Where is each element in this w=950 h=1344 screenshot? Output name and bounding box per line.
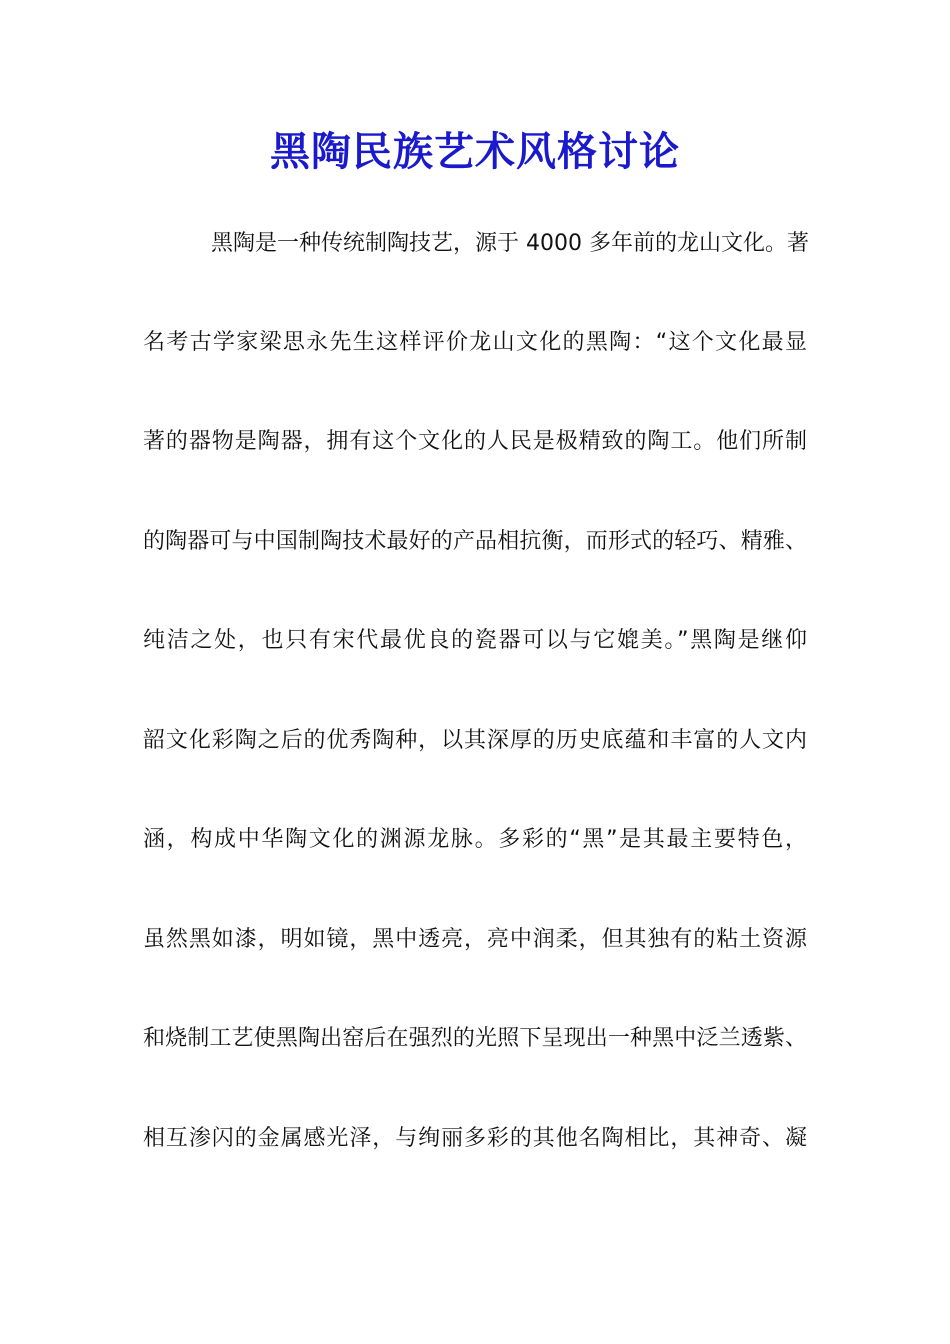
paragraph-line: 黑陶是一种传统制陶技艺，源于 4000 多年前的龙山文化。著 [211,231,809,256]
document-title: 黑陶民族艺术风格讨论 [270,128,680,175]
paragraph-line: 相互渗闪的金属感光泽，与绚丽多彩的其他名陶相比，其神奇、凝 [143,1126,807,1151]
paragraph-line: 名考古学家梁思永先生这样评价龙山文化的黑陶：“这个文化最显 [143,330,807,355]
paragraph-line: 纯洁之处，也只有宋代最优良的瓷器可以与它媲美。”黑陶是继仰 [143,628,807,653]
paragraph-line: 和烧制工艺使黑陶出窑后在强烈的光照下呈现出一种黑中泛兰透紫、 [143,1026,807,1051]
paragraph-line: 的陶器可与中国制陶技术最好的产品相抗衡，而形式的轻巧、精雅、 [143,529,807,554]
paragraph-line: 涵，构成中华陶文化的渊源龙脉。多彩的“黑”是其最主要特色， [143,827,807,852]
paragraph-line: 著的器物是陶器，拥有这个文化的人民是极精致的陶工。他们所制 [143,429,807,454]
paragraph-line: 虽然黑如漆，明如镜，黑中透亮，亮中润柔，但其独有的粘土资源 [143,927,807,952]
paragraph-line: 韶文化彩陶之后的优秀陶种，以其深厚的历史底蕴和丰富的人文内 [143,728,807,753]
